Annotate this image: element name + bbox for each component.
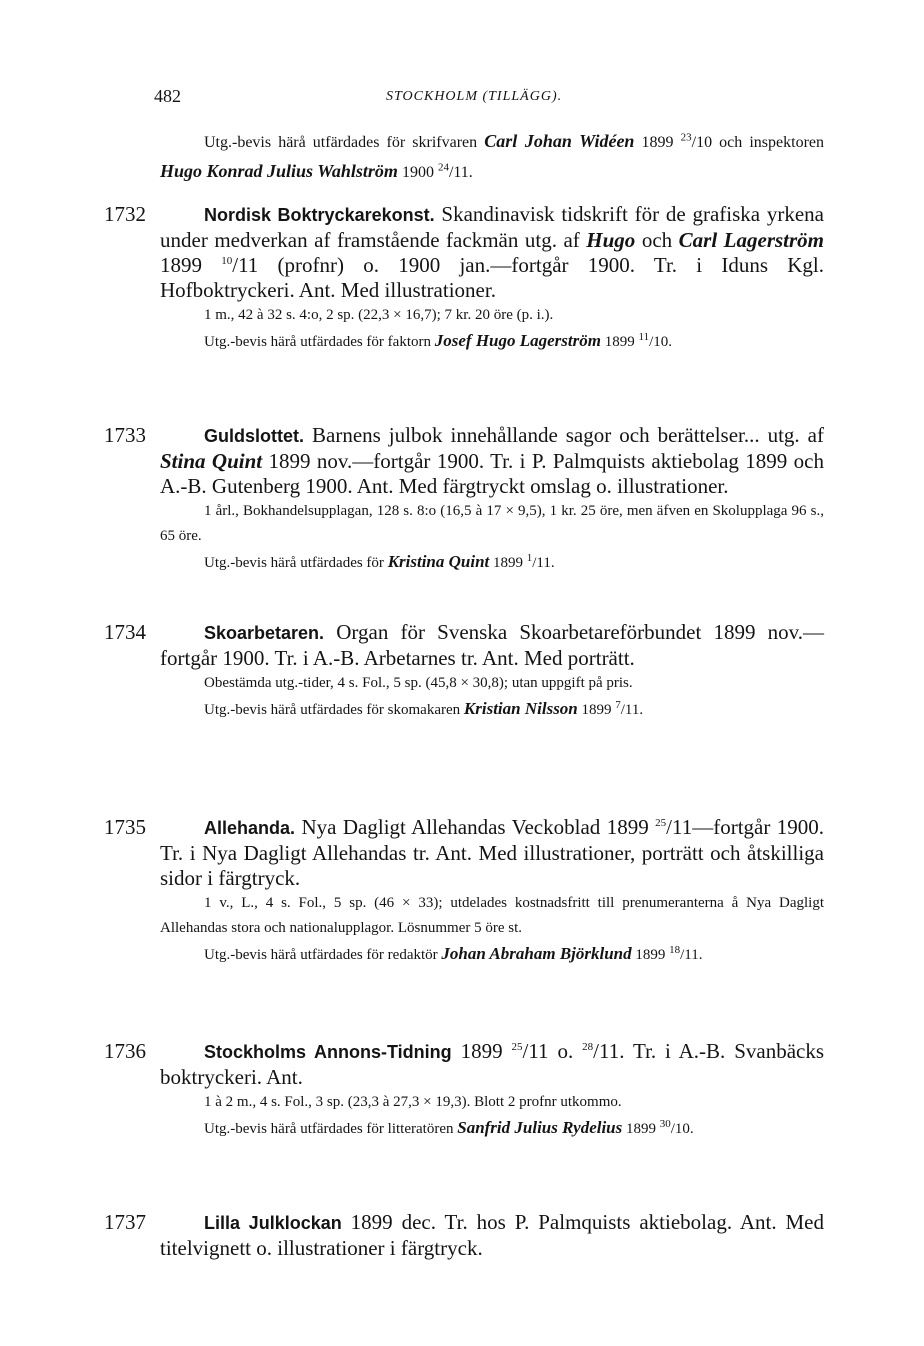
entry-title: Lilla Julklockan bbox=[204, 1213, 342, 1233]
entry-title: Guldslottet. bbox=[204, 426, 304, 446]
entry-details: 1 årl., Bokhandelsupplagan, 128 s. 8:o (16,5 à 17 × 9,5), 1 kr. 25 öre, men äfven en Skolupplaga 96 s., 65 öre. bbox=[160, 503, 824, 544]
entry-title: Allehanda. bbox=[204, 818, 296, 838]
entry-body: Lilla Julklockan 1899 dec. Tr. hos P. Palmquists aktiebolag. Ant. Med titelvignett o. illustrationer i färgtryck. bbox=[160, 1210, 825, 1260]
entry-certificate: Utg.-bevis härå utfärdades för redaktör Johan Abraham Björklund 1899 $^{18}$/11. bbox=[204, 944, 703, 963]
entry-1737 bbox=[104, 1210, 825, 1261]
intro-note bbox=[160, 127, 824, 187]
entry-certificate: Utg.-bevis härå utfärdades för Kristina Quint 1899 $^1$/11. bbox=[204, 552, 555, 571]
entry-1735 bbox=[104, 815, 825, 968]
entry-body: Guldslottet. Barnens julbok innehållande sagor och berättelser... utg. af Stina Quint 1899 nov.—fortgår 1900. Tr. i P. Palmquists aktiebolag 1899 och A.-B. Gutenberg 1900. Ant. Med färgtryckt omslag o. illustrationer. bbox=[160, 423, 824, 498]
entry-body: Nordisk Boktryckarekonst. Skandinavisk tidskrift för de grafiska yrkena under medverkan af framstående fackmän utg. af Hugo och Carl Lagerström 1899 $^{10}$/11 (profnr) o. 1900 jan.—fortgår 1900. Tr. i Iduns Kgl. Hofboktryckeri. Ant. Med illustrationer. bbox=[160, 202, 825, 302]
entry-number: 1734 bbox=[104, 620, 146, 644]
entry-title: Nordisk Boktryckarekonst. bbox=[204, 205, 435, 225]
entry-number: 1733 bbox=[104, 423, 146, 447]
page-number: 482 bbox=[154, 86, 181, 106]
running-title: STOCKHOLM (TILLÄGG). bbox=[386, 89, 563, 104]
entry-certificate: Utg.-bevis härå utfärdades för faktorn Josef Hugo Lagerström 1899 $^{11}$/10. bbox=[204, 331, 672, 350]
entry-number: 1736 bbox=[104, 1039, 146, 1063]
entry-body: Skoarbetaren. Organ för Svenska Skoarbetareförbundet 1899 nov.—fortgår 1900. Tr. i A.-B. Arbetarnes tr. Ant. Med porträtt. bbox=[160, 620, 825, 670]
page-header bbox=[154, 86, 834, 112]
entry-title: Skoarbetaren. bbox=[204, 623, 325, 643]
entry-title: Stockholms Annons-Tidning bbox=[204, 1042, 452, 1062]
entry-details: 1 v., L., 4 s. Fol., 5 sp. (46 × 33); utdelades kostnadsfritt till prenumeranterna å Nya Dagligt Allehandas stora och nationalupplagor. Lösnummer 5 öre st. bbox=[160, 895, 824, 936]
entry-details: 1 m., 42 à 32 s. 4:o, 2 sp. (22,3 × 16,7); 7 kr. 20 öre (p. i.). bbox=[204, 307, 554, 323]
entry-body: Allehanda. Nya Dagligt Allehandas Veckoblad 1899 $^{25}$/11—fortgår 1900. Tr. i Nya Dagligt Allehandas tr. Ant. Med illustrationer, porträtt och åtskilliga sidor i färgtryck. bbox=[160, 815, 825, 890]
entry-details: Obestämda utg.-tider, 4 s. Fol., 5 sp. (45,8 × 30,8); utan uppgift på pris. bbox=[204, 675, 633, 691]
entry-1733 bbox=[104, 423, 824, 576]
entry-1732 bbox=[104, 202, 825, 355]
entry-1734 bbox=[104, 620, 825, 723]
entry-certificate: Utg.-bevis härå utfärdades för skomakaren Kristian Nilsson 1899 $^7$/11. bbox=[204, 699, 644, 718]
intro-text: Utg.-bevis härå utfärdades för skrifvaren Carl Johan Widéen 1899 $^{23}$/10 och inspektoren Hugo Konrad Julius Wahlström 1900 $^{24}$/11. bbox=[160, 131, 825, 181]
entry-1736 bbox=[104, 1039, 825, 1142]
entry-details: 1 à 2 m., 4 s. Fol., 3 sp. (23,3 à 27,3 × 19,3). Blott 2 profnr utkommo. bbox=[204, 1094, 622, 1110]
entry-body: Stockholms Annons-Tidning 1899 $^{25}$/11 o. $^{28}$/11. Tr. i A.-B. Svanbäcks boktryckeri. Ant. bbox=[160, 1039, 825, 1089]
entry-number: 1737 bbox=[104, 1210, 146, 1234]
entry-number: 1732 bbox=[104, 202, 146, 226]
entry-certificate: Utg.-bevis härå utfärdades för litteratören Sanfrid Julius Rydelius 1899 $^{30}$/10. bbox=[204, 1118, 694, 1137]
entry-number: 1735 bbox=[104, 815, 146, 839]
